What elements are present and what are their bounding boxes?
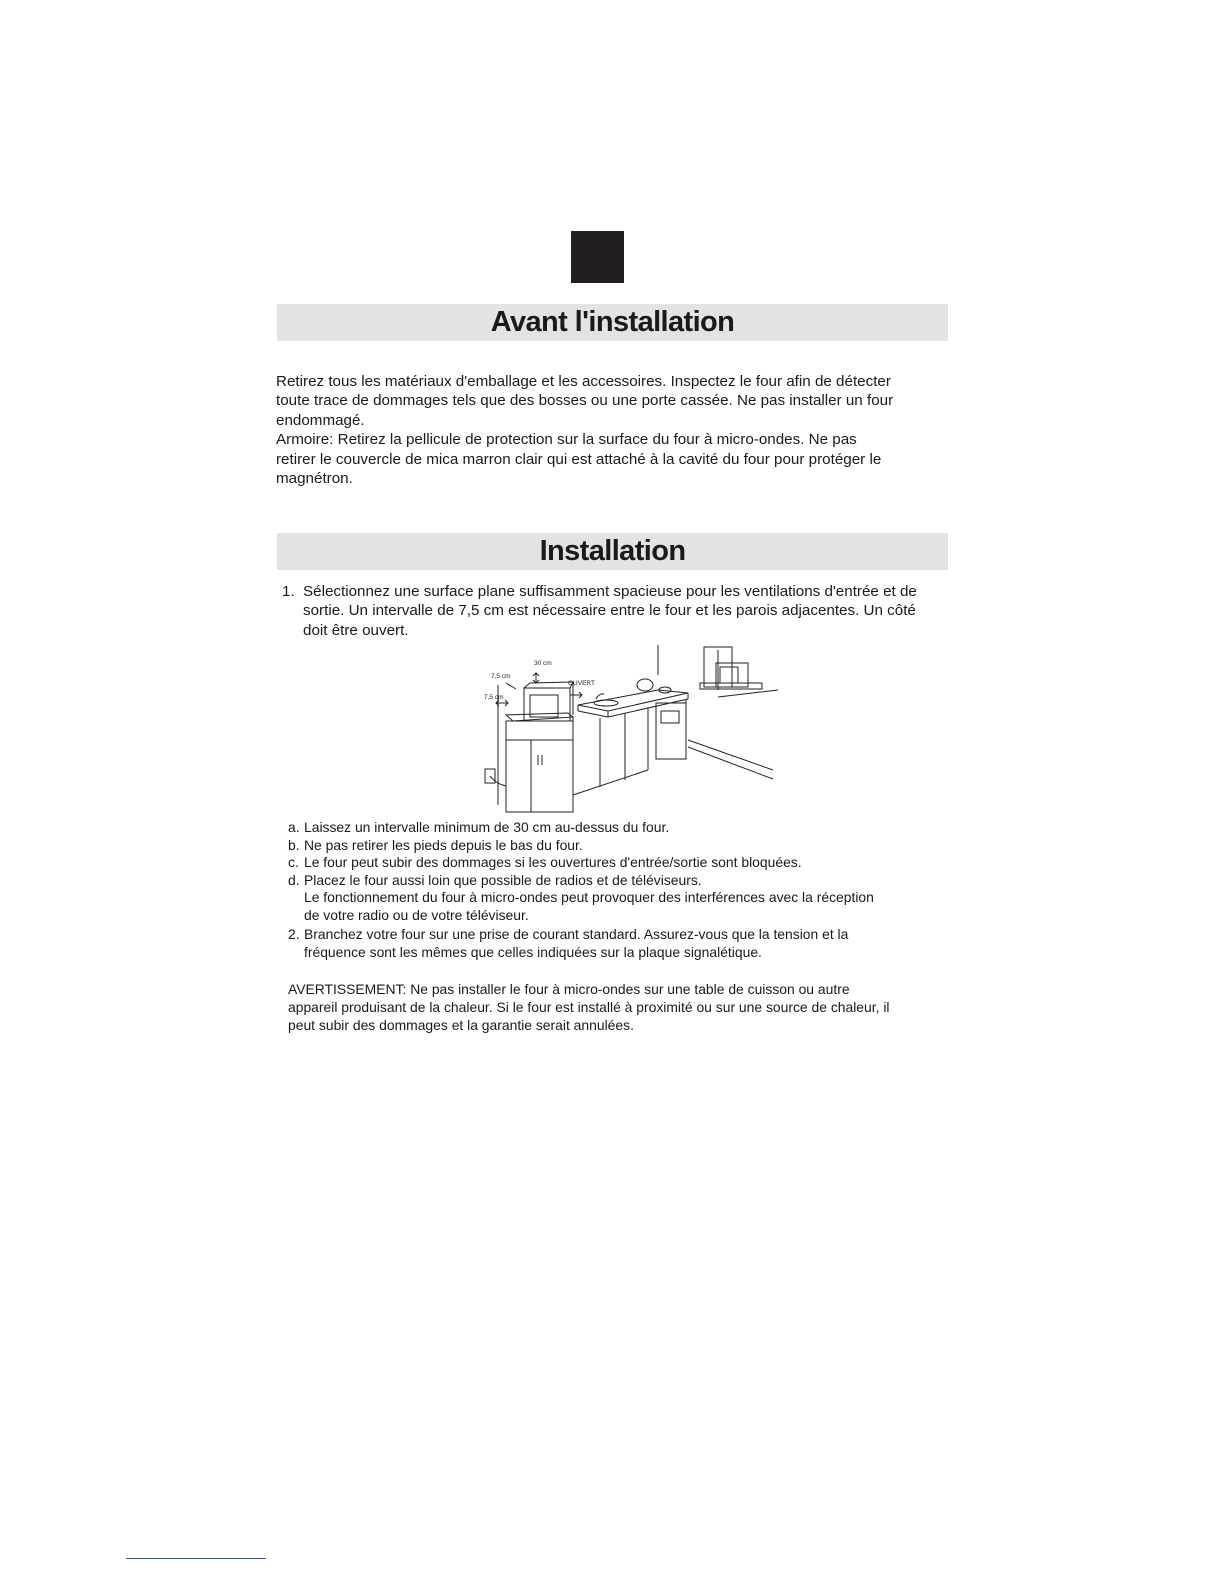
- item-text: de votre radio ou de votre téléviseur.: [304, 906, 529, 923]
- illustration-label-open: OUVERT: [568, 680, 595, 687]
- step-line: Sélectionnez une surface plane suffisamment spacieuse pour les ventilations d'entrée et de: [303, 583, 917, 600]
- warning-line: peut subir des dommages et la garantie serait annulées.: [288, 1017, 634, 1034]
- installation-sub-items: [288, 819, 948, 925]
- kitchen-installation-illustration: [478, 645, 778, 813]
- item-letter: d.: [288, 871, 300, 888]
- list-item: [288, 819, 948, 837]
- item-letter: a.: [288, 819, 300, 835]
- list-item: [288, 872, 948, 925]
- section-header-installation: [277, 533, 948, 570]
- warning-line: appareil produisant de la chaleur. Si le four est installé à proximité ou sur une source de chaleur, il: [288, 999, 890, 1016]
- item-text: Ne pas retirer les pieds depuis le bas du four.: [304, 836, 583, 853]
- warning-paragraph: [288, 980, 948, 1035]
- item-letter: b.: [288, 836, 300, 853]
- step-line: sortie. Un intervalle de 7,5 cm est nécessaire entre le four et les parois adjacentes. Un côté: [303, 602, 916, 620]
- section-header-before-installation: [277, 304, 948, 341]
- step-1: [282, 582, 952, 640]
- list-item: [288, 854, 948, 872]
- step-line: fréquence sont les mêmes que celles indiquées sur la plaque signalétique.: [304, 943, 762, 960]
- intro-paragraph: [276, 372, 956, 488]
- step-line: doit être ouvert.: [303, 621, 409, 639]
- item-text: Le fonctionnement du four à micro-ondes peut provoquer des interférences avec la réception: [304, 889, 874, 906]
- intro-line: Armoire: Retirez la pellicule de protection sur la surface du four à micro-ondes. Ne pas: [276, 431, 857, 449]
- illustration-label-side: 7,5 cm: [484, 694, 504, 701]
- warning-line: AVERTISSEMENT: Ne pas installer le four à micro-ondes sur une table de cuisson ou autre: [288, 981, 850, 997]
- step-number: 2.: [288, 926, 300, 942]
- intro-line: retirer le couvercle de mica marron clair qui est attaché à la cavité du four pour protéger le: [276, 450, 882, 468]
- section-title-before-installation: Avant l'installation: [490, 306, 735, 338]
- footer-rule: [126, 1558, 266, 1559]
- item-text: Le four peut subir des dommages si les ouvertures d'entrée/sortie sont bloquées.: [304, 854, 802, 871]
- intro-line: Retirez tous les matériaux d'emballage et les accessoires. Inspectez le four afin de détecter: [276, 373, 891, 390]
- illustration-label-top: 30 cm: [534, 660, 552, 667]
- step-2: [288, 926, 928, 961]
- section-title-installation: Installation: [539, 535, 686, 567]
- step-line: Branchez votre four sur une prise de courant standard. Assurez-vous que la tension et la: [304, 926, 849, 942]
- step-number: 1.: [282, 583, 295, 600]
- intro-line: magnétron.: [276, 470, 353, 488]
- illustration-label-side: 7,5 cm: [491, 673, 511, 680]
- intro-line: endommagé.: [276, 411, 365, 429]
- list-item: [288, 837, 948, 855]
- intro-line: toute trace de dommages tels que des bosses ou une porte cassée. Ne pas installer un four: [276, 392, 894, 410]
- section-tab-marker: [571, 231, 624, 283]
- item-text: Placez le four aussi loin que possible de radios et de téléviseurs.: [304, 871, 702, 888]
- item-letter: c.: [288, 854, 299, 871]
- item-text: Laissez un intervalle minimum de 30 cm au-dessus du four.: [304, 819, 670, 835]
